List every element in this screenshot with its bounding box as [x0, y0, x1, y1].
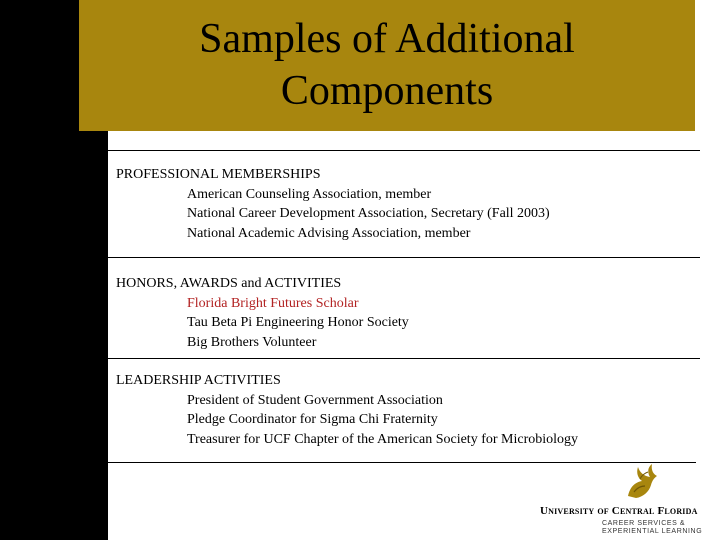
- list-item: National Career Development Association, Secretary (Fall 2003): [187, 206, 550, 221]
- logo-subtitle-line: EXPERIENTIAL LEARNING: [602, 528, 703, 535]
- list-item: Tau Beta Pi Engineering Honor Society: [187, 315, 409, 330]
- list-item: Big Brothers Volunteer: [187, 334, 317, 350]
- slide-title: Samples of Additional Components: [199, 15, 575, 114]
- ucf-logo: [540, 462, 716, 536]
- section-heading: HONORS, AWARDS and ACTIVITIES: [116, 276, 342, 291]
- list-item: National Academic Advising Association, member: [187, 225, 471, 241]
- list-item: American Counseling Association, member: [187, 186, 432, 202]
- section-professional-memberships: [116, 165, 696, 243]
- list-item-highlighted: Florida Bright Futures Scholar: [187, 295, 359, 311]
- logo-name: University of Central Florida: [540, 505, 698, 517]
- title-banner: [79, 0, 695, 131]
- divider-line: [108, 257, 700, 258]
- section-heading: LEADERSHIP ACTIVITIES: [116, 373, 281, 388]
- section-honors-awards: [116, 274, 696, 352]
- list-item: Treasurer for UCF Chapter of the American Society for Microbiology: [187, 431, 579, 447]
- section-heading: PROFESSIONAL MEMBERSHIPS: [116, 167, 321, 182]
- logo-subtitle: [602, 520, 716, 536]
- pegasus-icon: [620, 462, 660, 502]
- divider-line: [108, 358, 700, 359]
- list-item: Pledge Coordinator for Sigma Chi Fraternity: [187, 412, 438, 427]
- divider-line: [108, 150, 700, 151]
- logo-subtitle-line: CAREER SERVICES &: [602, 520, 686, 527]
- list-item: President of Student Government Association: [187, 392, 443, 408]
- section-leadership-activities: [116, 371, 696, 449]
